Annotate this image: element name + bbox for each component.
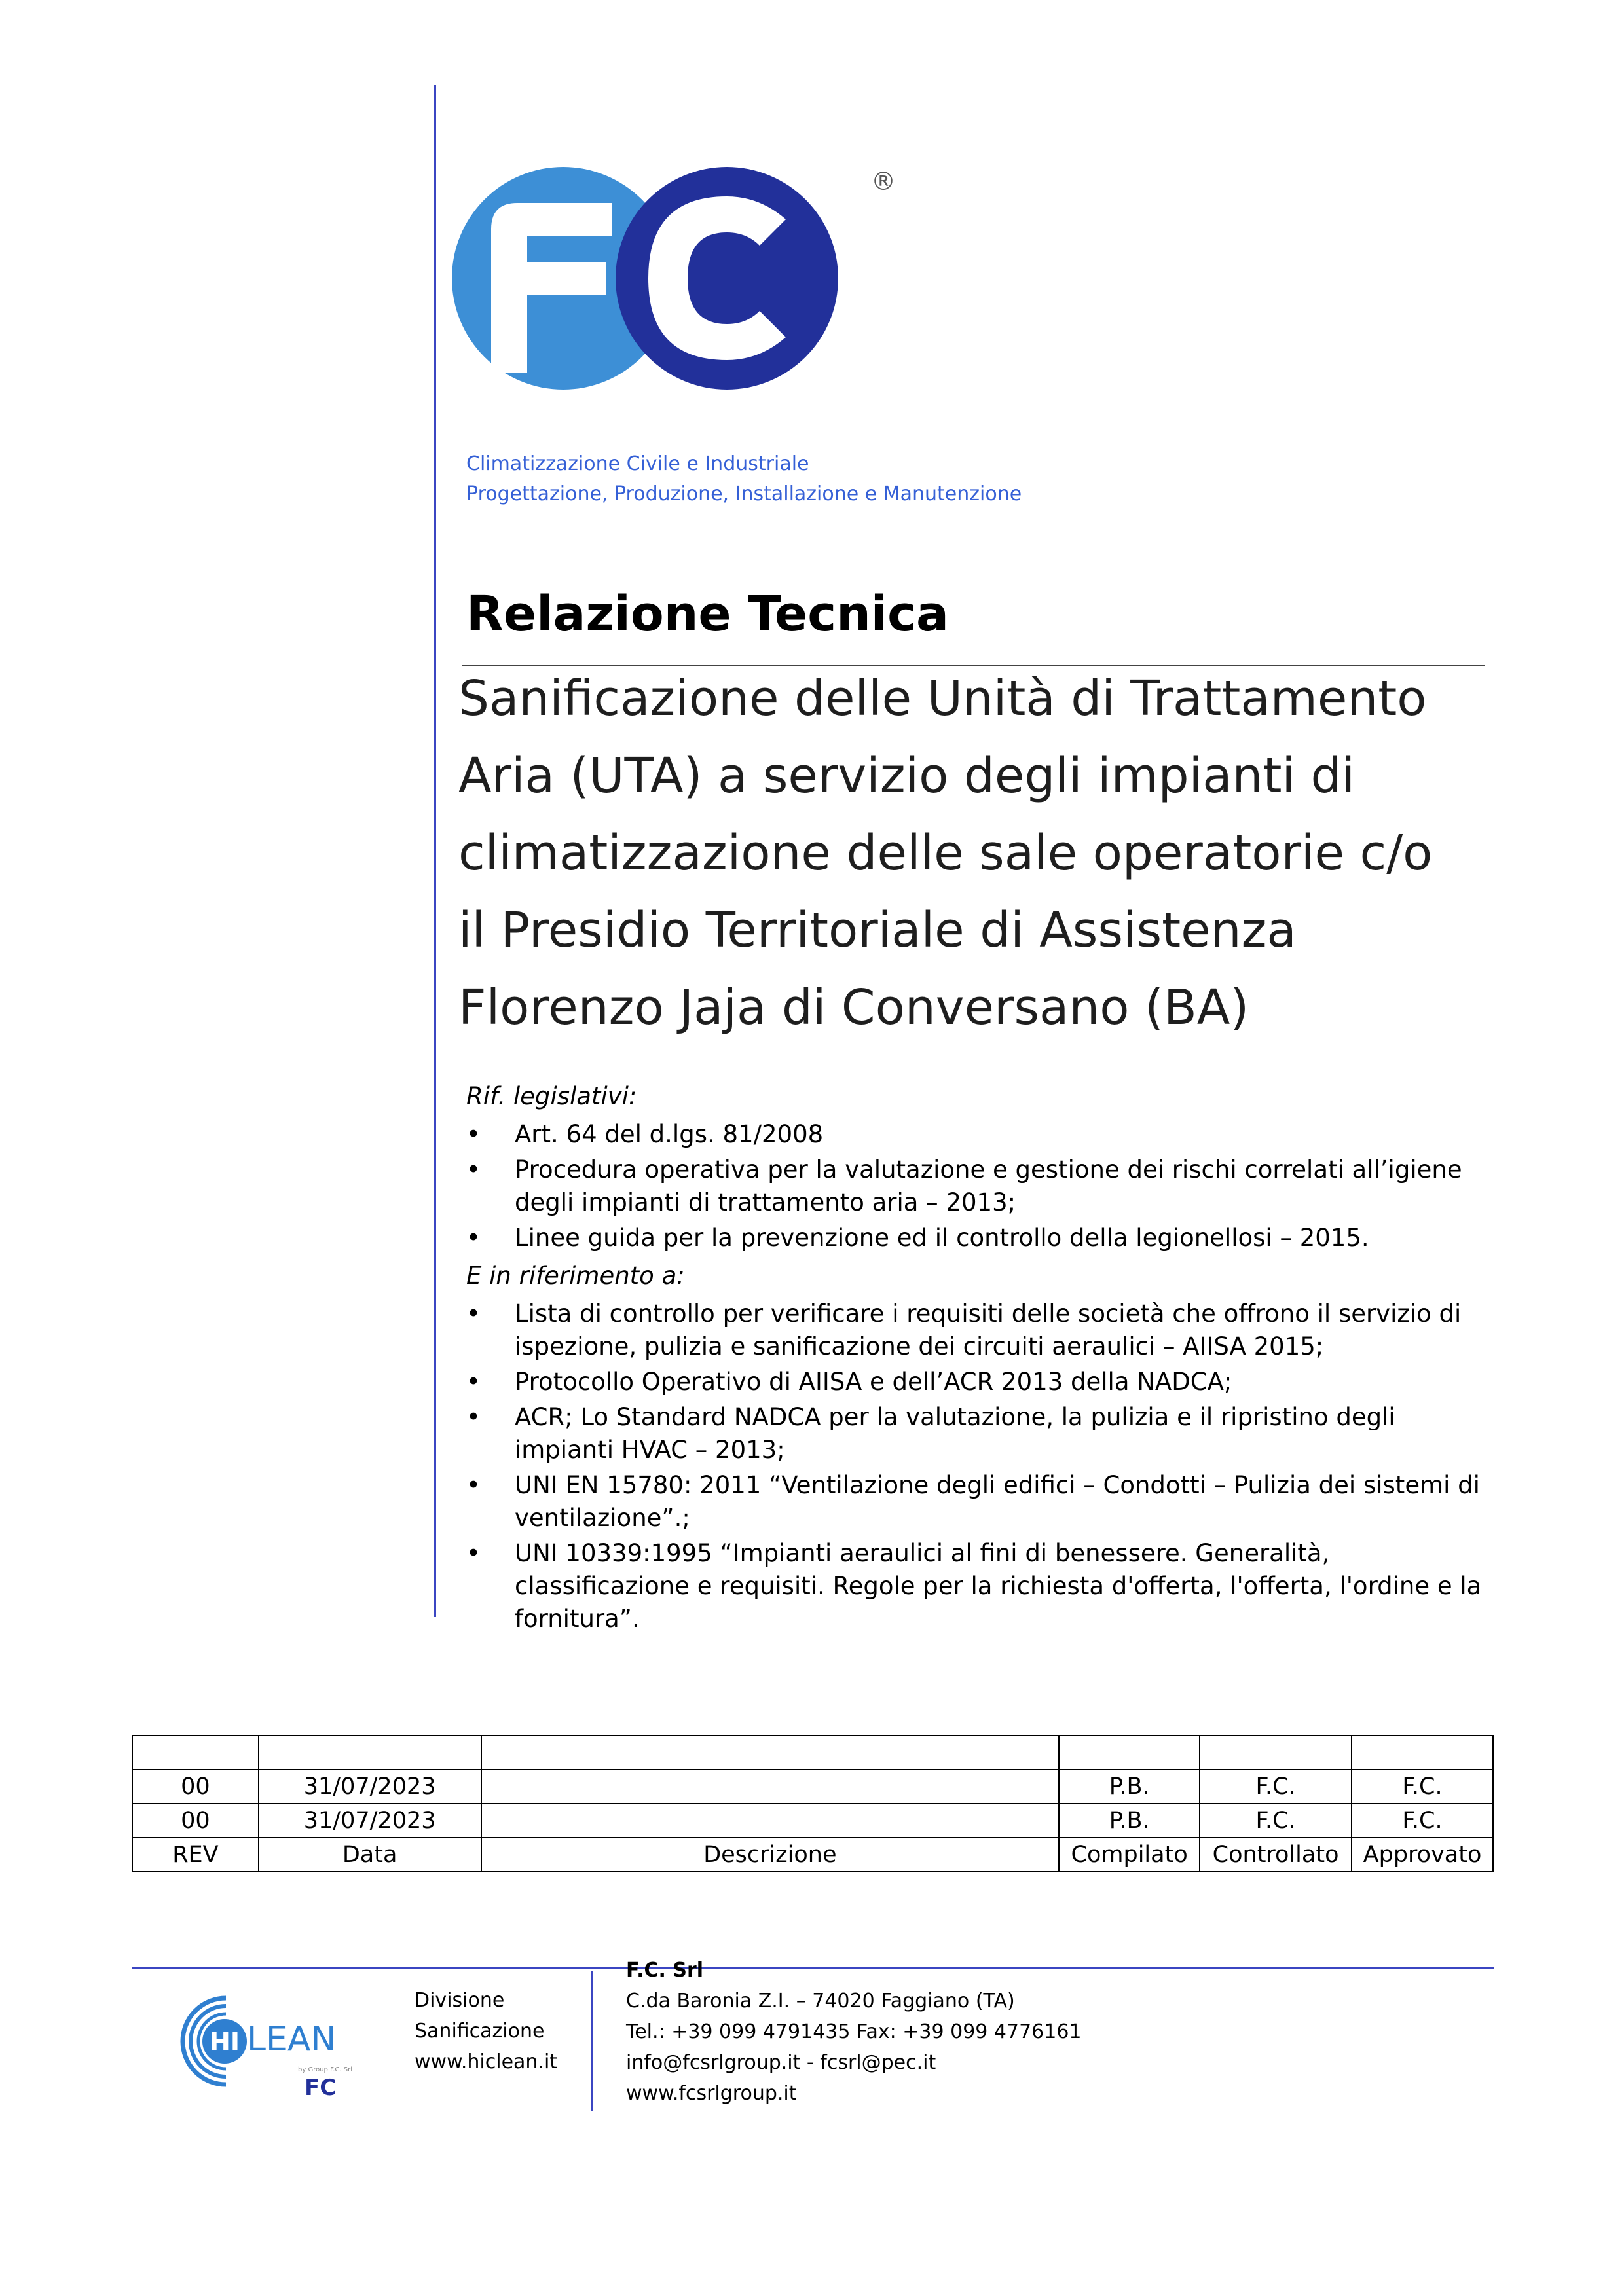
other-references-list bbox=[466, 1298, 1488, 1635]
hiclean-logo bbox=[174, 1990, 370, 2104]
fc-logo bbox=[452, 157, 897, 415]
table-cell: F.C. bbox=[1352, 1770, 1493, 1804]
division-line: Divisione bbox=[415, 1989, 505, 2012]
table-cell: F.C. bbox=[1200, 1804, 1352, 1838]
footer-vertical-divider bbox=[591, 1971, 593, 2111]
table-cell bbox=[132, 1736, 259, 1770]
column-header: REV bbox=[132, 1838, 259, 1872]
column-header: Data bbox=[259, 1838, 481, 1872]
table-cell bbox=[1059, 1736, 1200, 1770]
bullet: • bbox=[466, 1403, 481, 1431]
document-type: Relazione Tecnica bbox=[466, 586, 949, 642]
list-item: • Protocollo Operativo di AIISA e dell’ACR 2013 della NADCA; bbox=[466, 1366, 1488, 1398]
document-title bbox=[458, 660, 1493, 1046]
title-line: climatizzazione delle sale operatorie c/o bbox=[458, 825, 1433, 881]
company-email: info@fcsrlgroup.it - fcsrl@pec.it bbox=[626, 2051, 936, 2074]
list-item: • Linee guida per la prevenzione ed il controllo della legionellosi – 2015. bbox=[466, 1222, 1488, 1254]
division-website: www.hiclean.it bbox=[415, 2050, 558, 2073]
list-item: • Procedura operativa per la valutazione e gestione dei rischi correlati all’igiene degli impianti di trattamento aria – 2013; bbox=[466, 1154, 1488, 1219]
table-row bbox=[132, 1736, 1493, 1770]
legislative-heading: Rif. legislativi: bbox=[466, 1082, 637, 1110]
table-cell: F.C. bbox=[1200, 1770, 1352, 1804]
bullet: • bbox=[466, 1300, 481, 1328]
list-item: • Lista di controllo per verificare i requisiti delle società che offrono il servizio di ispezione, pulizia e sanificazione dei circuiti aeraulici – AIISA 2015; bbox=[466, 1298, 1488, 1363]
legislative-list bbox=[466, 1118, 1488, 1254]
list-item: • UNI 10339:1995 “Impianti aeraulici al fini di benessere. Generalità, classificazione e requisiti. Regole per la richiesta d'offerta, l'offerta, l'ordine e la fornitura”. bbox=[466, 1537, 1488, 1635]
table-cell: P.B. bbox=[1059, 1770, 1200, 1804]
bullet: • bbox=[466, 1471, 481, 1499]
table-cell bbox=[1200, 1736, 1352, 1770]
column-header: Approvato bbox=[1352, 1838, 1493, 1872]
list-item: • UNI EN 15780: 2011 “Ventilazione degli edifici – Condotti – Pulizia dei sistemi di ventilazione”.; bbox=[466, 1469, 1488, 1535]
registered-mark: ® bbox=[871, 167, 896, 196]
table-cell: P.B. bbox=[1059, 1804, 1200, 1838]
bullet: • bbox=[466, 1368, 481, 1396]
company-address: C.da Baronia Z.I. – 74020 Faggiano (TA) bbox=[626, 1990, 1015, 2013]
table-cell bbox=[481, 1736, 1060, 1770]
title-line: il Presidio Territoriale di Assistenza bbox=[458, 902, 1297, 958]
column-header: Compilato bbox=[1059, 1838, 1200, 1872]
tagline-line: Climatizzazione Civile e Industriale bbox=[466, 452, 809, 475]
svg-text:by Group F.C. Srl: by Group F.C. Srl bbox=[298, 2066, 352, 2073]
table-row bbox=[132, 1770, 1493, 1804]
column-header: Controllato bbox=[1200, 1838, 1352, 1872]
table-cell: 00 bbox=[132, 1770, 259, 1804]
title-line: Florenzo Jaja di Conversano (BA) bbox=[458, 979, 1249, 1036]
table-cell: 31/07/2023 bbox=[259, 1804, 481, 1838]
svg-text:LEAN: LEAN bbox=[247, 2020, 337, 2059]
list-item: • Art. 64 del d.lgs. 81/2008 bbox=[466, 1118, 1488, 1151]
company-website: www.fcsrlgroup.it bbox=[626, 2082, 797, 2105]
title-line: Aria (UTA) a servizio degli impianti di bbox=[458, 748, 1356, 804]
table-cell: 00 bbox=[132, 1804, 259, 1838]
company-contact bbox=[626, 1955, 1082, 2109]
revision-table bbox=[132, 1735, 1494, 1872]
svg-text:FC: FC bbox=[304, 2075, 337, 2101]
tagline-line: Progettazione, Produzione, Installazione e Manutenzione bbox=[466, 483, 1022, 505]
division-line: Sanificazione bbox=[415, 2020, 545, 2043]
bullet: • bbox=[466, 1224, 481, 1252]
company-phone: Tel.: +39 099 4791435 Fax: +39 099 4776161 bbox=[626, 2020, 1082, 2043]
list-item: • ACR; Lo Standard NADCA per la valutazione, la pulizia e il ripristino degli impianti HVAC – 2013; bbox=[466, 1401, 1488, 1467]
svg-text:HI: HI bbox=[210, 2028, 240, 2056]
company-tagline bbox=[466, 449, 1022, 509]
table-row bbox=[132, 1804, 1493, 1838]
table-cell bbox=[481, 1770, 1060, 1804]
references-section bbox=[466, 1080, 1488, 1641]
column-header: Descrizione bbox=[481, 1838, 1060, 1872]
margin-vertical-rule bbox=[434, 85, 436, 1617]
table-cell bbox=[259, 1736, 481, 1770]
table-cell: 31/07/2023 bbox=[259, 1770, 481, 1804]
division-info bbox=[415, 1985, 557, 2077]
table-cell: F.C. bbox=[1352, 1804, 1493, 1838]
bullet: • bbox=[466, 1539, 481, 1567]
company-name: F.C. Srl bbox=[626, 1959, 704, 1982]
table-cell bbox=[481, 1804, 1060, 1838]
table-header-row bbox=[132, 1838, 1493, 1872]
bullet: • bbox=[466, 1156, 481, 1184]
table-cell bbox=[1352, 1736, 1493, 1770]
bullet: • bbox=[466, 1120, 481, 1148]
other-references-heading: E in riferimento a: bbox=[466, 1262, 685, 1290]
title-line: Sanificazione delle Unità di Trattamento bbox=[458, 670, 1427, 727]
